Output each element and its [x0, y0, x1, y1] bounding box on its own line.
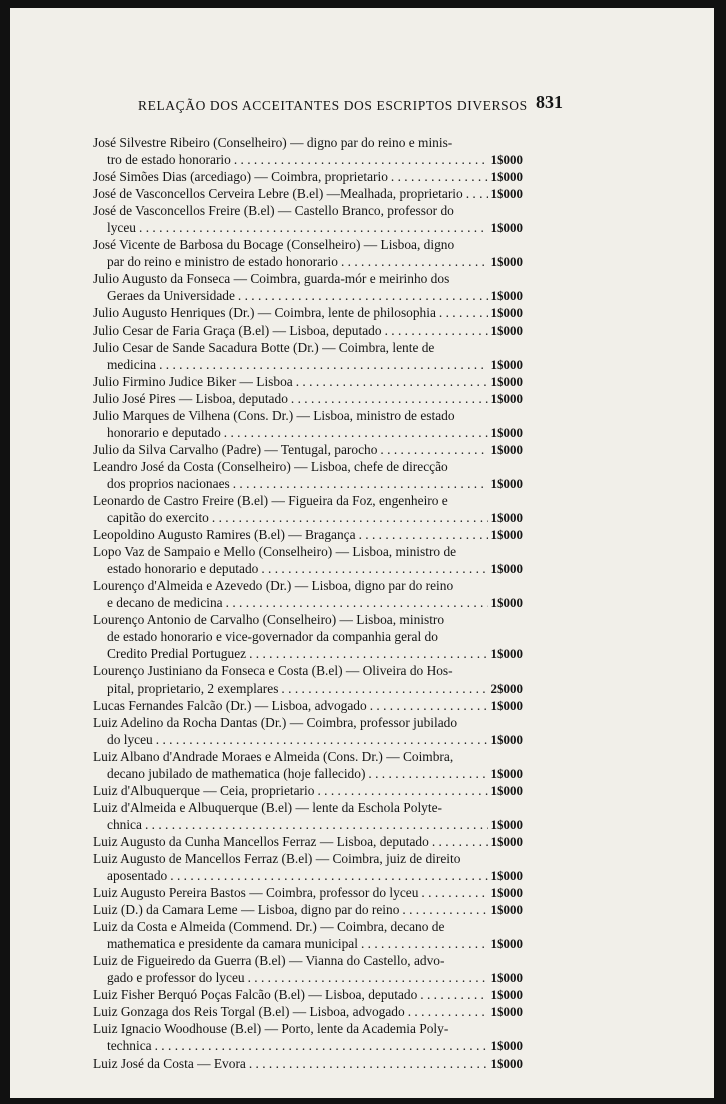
entry-price: 1$000	[488, 304, 524, 321]
list-item	[93, 390, 523, 407]
entry-price: 1$000	[488, 509, 524, 526]
entry-text: honorario e deputado	[107, 425, 224, 440]
entry-line	[93, 782, 523, 799]
entry-line	[93, 322, 523, 339]
entry-text: par do reino e ministro de estado honorario	[107, 254, 341, 269]
list-item	[93, 884, 523, 901]
entry-line	[93, 1020, 523, 1037]
entry-text: Julio Marques de Vilhena (Cons. Dr.) — Lisboa, ministro de estado	[93, 408, 458, 423]
entry-text: Lourenço d'Almeida e Azevedo (Dr.) — Lisboa, digno par do reino	[93, 578, 456, 593]
entry-text: Lourenço Justiniano da Fonseca e Costa (B.el) — Oliveira do Hos-	[93, 663, 456, 678]
entry-price: 1$000	[488, 373, 524, 390]
entry-line	[93, 731, 523, 748]
entry-line	[93, 952, 523, 969]
entry-line	[93, 458, 523, 475]
page-header	[10, 92, 714, 118]
entry-line	[93, 867, 523, 884]
entry-price: 1$000	[488, 867, 524, 884]
entry-price: 1$000	[488, 833, 524, 850]
entry-line	[93, 765, 523, 782]
entry-price: 1$000	[488, 697, 524, 714]
entry-line	[93, 680, 523, 697]
entry-price: 1$000	[488, 731, 524, 748]
list-item	[93, 697, 523, 714]
list-item	[93, 168, 523, 185]
entry-price: 1$000	[488, 765, 524, 782]
entry-text: technica	[107, 1038, 155, 1053]
entry-line	[93, 645, 523, 662]
entry-text: lyceu	[107, 220, 139, 235]
entry-text: Luiz Augusto da Cunha Mancellos Ferraz — Lisboa, deputado	[93, 834, 432, 849]
entry-price: 1$000	[488, 356, 524, 373]
list-item	[93, 782, 523, 799]
list-item	[93, 799, 523, 833]
entry-price: 1$000	[488, 441, 524, 458]
entry-line	[93, 168, 523, 185]
list-item	[93, 577, 523, 611]
entry-line	[93, 901, 523, 918]
entry-text: José Vicente de Barbosa du Bocage (Conselheiro) — Lisboa, digno	[93, 237, 457, 252]
entry-text: Lourenço Antonio de Carvalho (Conselheiro) — Lisboa, ministro	[93, 612, 447, 627]
entry-line	[93, 253, 523, 270]
entry-line	[93, 935, 523, 952]
entry-text: José Simões Dias (arcediago) — Coimbra, proprietario	[93, 169, 391, 184]
entry-text: Julio da Silva Carvalho (Padre) — Tentugal, parocho	[93, 442, 380, 457]
entry-price: 1$000	[488, 1003, 524, 1020]
list-item	[93, 1003, 523, 1020]
entry-text: Leopoldino Augusto Ramires (B.el) — Bragança	[93, 527, 359, 542]
list-item	[93, 850, 523, 884]
list-item	[93, 185, 523, 202]
entry-price: 1$000	[488, 986, 524, 1003]
entry-price: 1$000	[488, 782, 524, 799]
entry-price: 1$000	[488, 645, 524, 662]
entry-text: e decano de medicina	[107, 595, 226, 610]
entry-line	[93, 918, 523, 935]
entry-text: Luiz (D.) da Camara Leme — Lisboa, digno par do reino	[93, 902, 402, 917]
entry-text: medicina	[107, 357, 159, 372]
entry-line	[93, 1055, 523, 1072]
entry-line	[93, 697, 523, 714]
entry-text: Julio Augusto Henriques (Dr.) — Coimbra, lente de philosophia	[93, 305, 439, 320]
entry-price: 1$000	[488, 424, 524, 441]
list-item	[93, 492, 523, 526]
list-item	[93, 1055, 523, 1072]
entry-line	[93, 424, 523, 441]
entry-text: Luiz Adelino da Rocha Dantas (Dr.) — Coimbra, professor jubilado	[93, 715, 460, 730]
entry-line	[93, 304, 523, 321]
entry-line	[93, 151, 523, 168]
entry-line	[93, 628, 523, 645]
entry-line	[93, 560, 523, 577]
entry-price: 1$000	[488, 219, 524, 236]
list-item	[93, 986, 523, 1003]
list-item	[93, 901, 523, 918]
entry-price: 1$000	[488, 1055, 524, 1072]
entry-line	[93, 270, 523, 287]
entry-price: 1$000	[488, 594, 524, 611]
list-item	[93, 543, 523, 577]
entry-text: Luiz Augusto Pereira Bastos — Coimbra, professor do lyceu	[93, 885, 421, 900]
entry-price: 1$000	[488, 884, 524, 901]
entry-text: Julio Cesar de Sande Sacadura Botte (Dr.) — Coimbra, lente de	[93, 340, 437, 355]
entry-text: Lopo Vaz de Sampaio e Mello (Conselheiro) — Lisboa, ministro de	[93, 544, 459, 559]
list-item	[93, 304, 523, 321]
entry-price: 2$000	[488, 680, 524, 697]
entry-line	[93, 185, 523, 202]
entry-price: 1$000	[488, 287, 524, 304]
list-item	[93, 322, 523, 339]
entry-price: 1$000	[488, 475, 524, 492]
entry-line	[93, 884, 523, 901]
page-number: 831	[536, 92, 563, 112]
entry-line	[93, 986, 523, 1003]
entry-line	[93, 816, 523, 833]
entry-line	[93, 134, 523, 151]
entry-line	[93, 339, 523, 356]
entry-line	[93, 509, 523, 526]
entry-line	[93, 475, 523, 492]
entry-line	[93, 850, 523, 867]
entry-line	[93, 833, 523, 850]
entry-line	[93, 594, 523, 611]
book-page	[10, 8, 714, 1098]
entry-line	[93, 543, 523, 560]
entry-price: 1$000	[488, 253, 524, 270]
entry-price: 1$000	[488, 901, 524, 918]
entry-text: Leandro José da Costa (Conselheiro) — Lisboa, chefe de direcção	[93, 459, 451, 474]
entry-price: 1$000	[488, 526, 524, 543]
entry-text: chnica	[107, 817, 145, 832]
entry-price: 1$000	[488, 322, 524, 339]
list-item	[93, 441, 523, 458]
entry-text: Luiz José da Costa — Evora	[93, 1056, 249, 1071]
entry-line	[93, 492, 523, 509]
entry-text: José de Vasconcellos Freire (B.el) — Castello Branco, professor do	[93, 203, 457, 218]
list-item	[93, 662, 523, 696]
entry-line	[93, 799, 523, 816]
entry-line	[93, 356, 523, 373]
entry-line	[93, 287, 523, 304]
entry-line	[93, 236, 523, 253]
entry-text: mathematica e presidente da camara municipal	[107, 936, 361, 951]
entry-price: 1$000	[488, 168, 524, 185]
entry-line	[93, 407, 523, 424]
list-item	[93, 526, 523, 543]
entry-line	[93, 714, 523, 731]
entry-text: José Silvestre Ribeiro (Conselheiro) — digno par do reino e minis-	[93, 135, 455, 150]
entry-price: 1$000	[488, 1037, 524, 1054]
entry-text: decano jubilado de mathematica (hoje fallecido)	[107, 766, 368, 781]
entry-text: dos proprios nacionaes	[107, 476, 233, 491]
entry-text: Julio Firmino Judice Biker — Lisboa	[93, 374, 296, 389]
list-item	[93, 373, 523, 390]
entry-text: capitão do exercito	[107, 510, 212, 525]
list-item	[93, 748, 523, 782]
list-item	[93, 134, 523, 168]
running-title: RELAÇÃO DOS ACCEITANTES DOS ESCRIPTOS DIVERSOS	[138, 98, 528, 113]
entry-price: 1$000	[488, 816, 524, 833]
entry-text: Luiz Augusto de Mancellos Ferraz (B.el) — Coimbra, juiz de direito	[93, 851, 463, 866]
list-item	[93, 202, 523, 236]
list-item	[93, 236, 523, 270]
entry-text: José de Vasconcellos Cerveira Lebre (B.el) —Mealhada, proprietario	[93, 186, 466, 201]
entry-price: 1$000	[488, 935, 524, 952]
entry-text: Geraes da Universidade	[107, 288, 238, 303]
entry-text: Leonardo de Castro Freire (B.el) — Figueira da Foz, engenheiro e	[93, 493, 451, 508]
list-item	[93, 952, 523, 986]
entry-price: 1$000	[488, 151, 524, 168]
entry-line	[93, 1037, 523, 1054]
entry-text: Julio Cesar de Faria Graça (B.el) — Lisboa, deputado	[93, 323, 385, 338]
entry-text: gado e professor do lyceu	[107, 970, 248, 985]
entry-text: Julio Augusto da Fonseca — Coimbra, guarda-mór e meirinho dos	[93, 271, 452, 286]
entry-text: Credito Predial Portuguez	[107, 646, 249, 661]
entry-price: 1$000	[488, 390, 524, 407]
entry-line	[93, 390, 523, 407]
entry-text: Luiz Gonzaga dos Reis Torgal (B.el) — Lisboa, advogado	[93, 1004, 408, 1019]
entry-text: Luiz d'Albuquerque — Ceia, proprietario	[93, 783, 317, 798]
entry-line	[93, 526, 523, 543]
list-item	[93, 270, 523, 304]
list-item	[93, 918, 523, 952]
entry-line	[93, 373, 523, 390]
entry-text: tro de estado honorario	[107, 152, 234, 167]
entry-price: 1$000	[488, 969, 524, 986]
entry-line	[93, 969, 523, 986]
entry-text: de estado honorario e vice-governador da companhia geral do	[107, 629, 441, 644]
entry-text: do lyceu	[107, 732, 156, 747]
entry-text: Luiz d'Almeida e Albuquerque (B.el) — lente da Eschola Polyte-	[93, 800, 445, 815]
entry-text: Luiz Albano d'Andrade Moraes e Almeida (Cons. Dr.) — Coimbra,	[93, 749, 456, 764]
entry-line	[93, 611, 523, 628]
list-item	[93, 714, 523, 748]
entry-line	[93, 219, 523, 236]
entry-text: pital, proprietario, 2 exemplares	[107, 681, 281, 696]
list-item	[93, 833, 523, 850]
entry-text: Luiz da Costa e Almeida (Commend. Dr.) — Coimbra, decano de	[93, 919, 447, 934]
entry-text: aposentado	[107, 868, 170, 883]
list-item	[93, 339, 523, 373]
entry-line	[93, 662, 523, 679]
entry-line	[93, 1003, 523, 1020]
list-item	[93, 611, 523, 662]
entry-line	[93, 577, 523, 594]
entry-price: 1$000	[488, 560, 524, 577]
list-item	[93, 407, 523, 441]
entry-text: Luiz Fisher Berquó Poças Falcão (B.el) — Lisboa, deputado	[93, 987, 420, 1002]
entry-line	[93, 202, 523, 219]
entry-text: Julio José Pires — Lisboa, deputado	[93, 391, 291, 406]
entry-price: 1$000	[488, 185, 524, 202]
entry-text: Luiz de Figueiredo da Guerra (B.el) — Vianna do Castello, advo-	[93, 953, 447, 968]
entry-line	[93, 748, 523, 765]
entry-line	[93, 441, 523, 458]
entry-text: Luiz Ignacio Woodhouse (B.el) — Porto, lente da Academia Poly-	[93, 1021, 451, 1036]
entry-text: Lucas Fernandes Falcão (Dr.) — Lisboa, advogado	[93, 698, 370, 713]
list-item	[93, 458, 523, 492]
entry-text: estado honorario e deputado	[107, 561, 261, 576]
subscriber-list	[93, 134, 523, 1072]
list-item	[93, 1020, 523, 1054]
